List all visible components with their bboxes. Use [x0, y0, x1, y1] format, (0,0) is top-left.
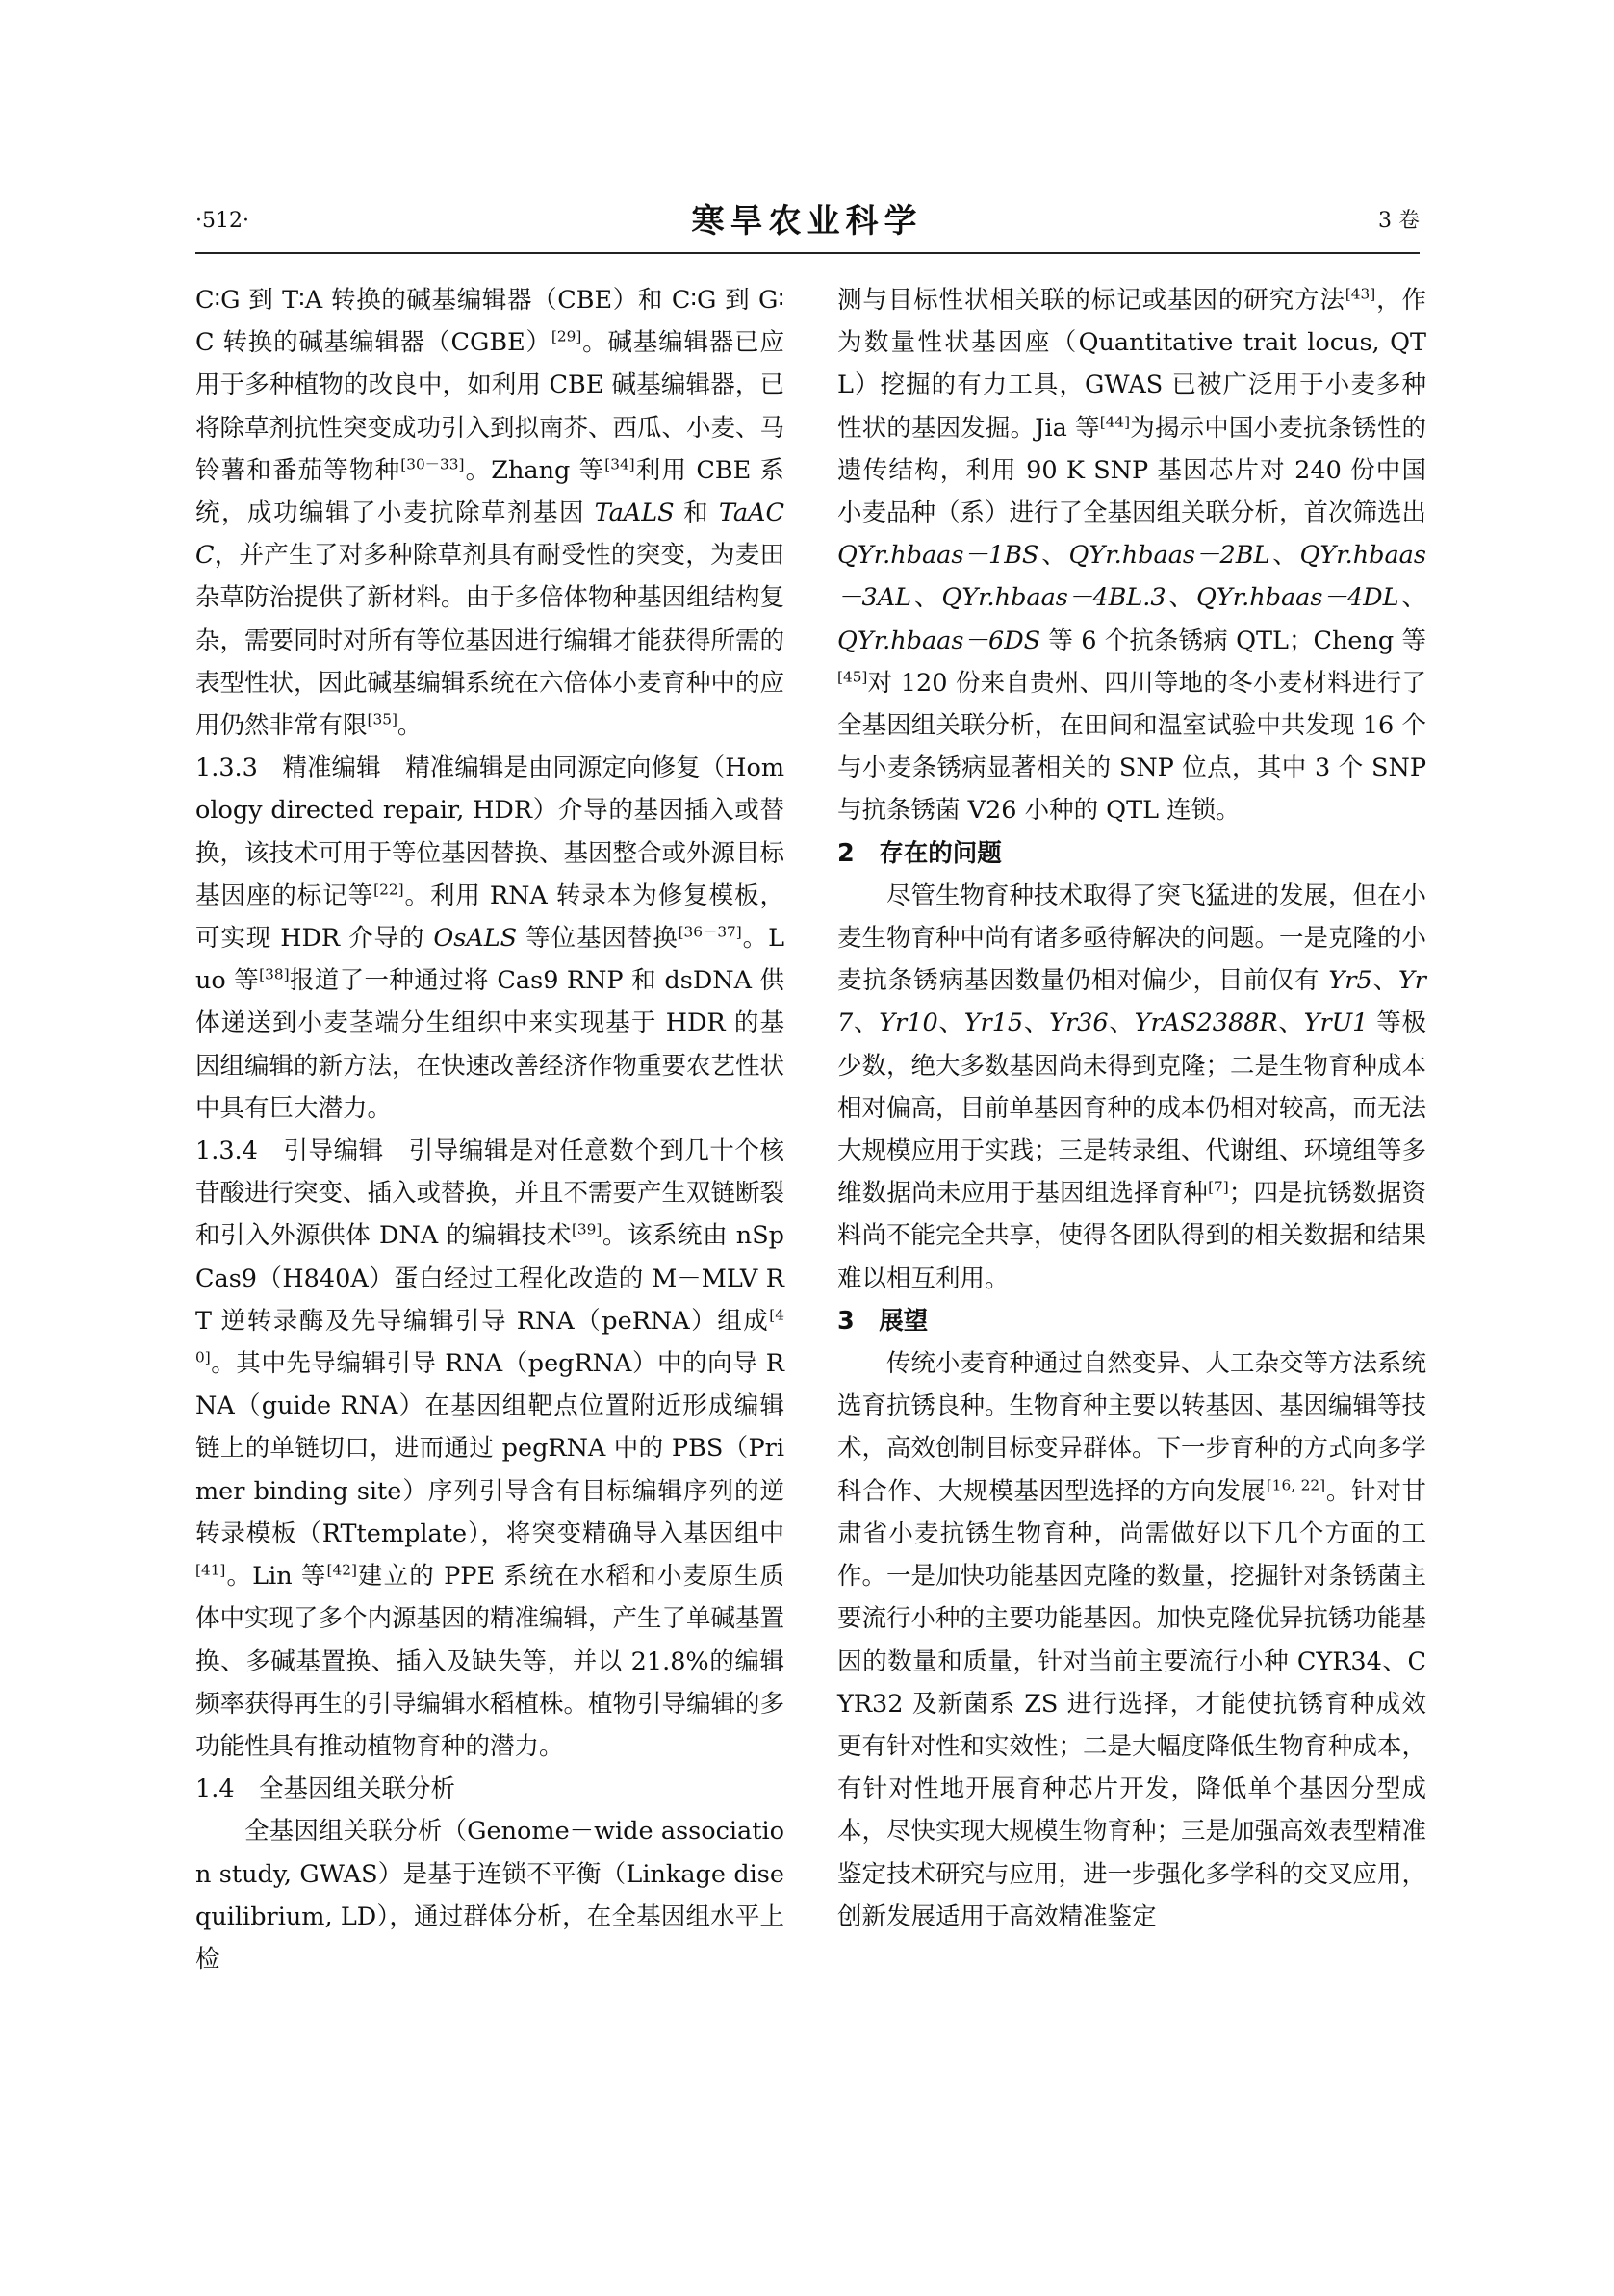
text-run: 。Zhang 等 [464, 455, 605, 485]
citation: [36－37] [678, 923, 742, 941]
text-run: 。Lin 等 [225, 1562, 327, 1592]
gene-name: Yr10 [879, 1008, 938, 1038]
text-run: 、 [937, 1008, 964, 1038]
text-run: 精准编辑是由同源定向修复（Homology directed repair, HDR）介导的基因插入或替换，该技术可用于等位基因替换、基因整合或外源目标基因座的标记等 [195, 753, 785, 910]
text-run: 等极少数，绝大多数基因尚未得到克隆；二是生物育种成本相对偏高，目前单基因育种的成本仍相对较高，而无法大规模应用于实践；三是转录组、代谢组、环境组等多维数据尚未应用于基因组选择育种 [837, 1008, 1427, 1209]
text-run: 利用 CBE 系统，成功编辑了小麦抗除草剂基因 [195, 455, 785, 528]
text-run: 报道了一种通过将 Cas9 RNP 和 dsDNA 供体递送到小麦茎端分生组织中来实现基于 HDR 的基因组编辑的新方法，在快速改善经济作物重要农艺性状中具有巨大潜力。 [195, 966, 785, 1123]
journal-title: 寒旱农业科学 [691, 202, 923, 241]
citation: [45] [837, 668, 868, 686]
text-run: 全基因组关联分析（Genome－wide association study, GWAS）是基于连锁不平衡（Linkage disequilibrium, LD），通过群体分析，在全基因组水平上检 [195, 1817, 784, 1974]
citation: [44] [1099, 413, 1131, 431]
text-run: C∶G 到 T∶A 转换的碱基编辑器（CBE）和 C∶G 到 G∶C 转换的碱基编辑器（CGBE） [195, 286, 784, 358]
citation: [35] [367, 710, 397, 728]
qtl-name: QYr.hbaas－4DL [1195, 583, 1399, 613]
gene-name: Yr15 [963, 1008, 1024, 1038]
citation: [41] [195, 1561, 226, 1579]
text-run: 、 [1371, 966, 1398, 996]
left-column [195, 279, 784, 1980]
text-run: 。该系统由 nSpCas9（H840A）蛋白经过工程化改造的 M－MLV RT 逆转录酶及先导编辑引导 RNA（peRNA）组成 [195, 1221, 784, 1336]
text-run: 、 [911, 583, 942, 613]
citation: [16, 22] [1266, 1476, 1326, 1494]
citation: [43] [1345, 285, 1376, 303]
gene-name: Yr36 [1049, 1008, 1109, 1038]
text-run: 。其中先导编辑引导 RNA（pegRNA）中的向导 RNA（guide RNA）在基因组靶点位置附近形成编辑链上的单链切口，进而通过 pegRNA 中的 PBS（Primer binding site）序列引导含有目标编辑序列的逆转录模板（RTtemplate），将突变精确导入基因组中 [195, 1349, 784, 1548]
text-run: 等位基因替换 [517, 924, 679, 954]
text-run: 和 [674, 498, 719, 528]
text-run: ，作为数量性状基因座（Quantitative trait locus, QTL）挖掘的有力工具，GWAS 已被广泛用于小麦多种性状的基因发掘。Jia 等 [837, 286, 1426, 443]
page-number: ·512· [195, 209, 249, 233]
text-run: 、 [1398, 583, 1426, 613]
qtl-name: QYr.hbaas－2BL [1068, 541, 1270, 571]
subsection-heading: 1.3.3 精准编辑 [195, 753, 406, 783]
citation: [34] [604, 455, 635, 473]
paragraph-outlook [837, 1342, 1426, 1938]
citation: [40] [195, 1306, 784, 1366]
text-run: 引导编辑是对任意数个到几十个核苷酸进行突变、插入或替换，并且不需要产生双链断裂和引入外源供体 DNA 的编辑技术 [195, 1136, 785, 1251]
citation: [39] [571, 1220, 602, 1238]
qtl-name: QYr.hbaas－4BL.3 [941, 583, 1166, 613]
citation: [42] [326, 1561, 357, 1579]
citation: [29] [551, 327, 582, 345]
text-run: 。Luo 等 [195, 924, 785, 996]
gene-name: Yr5 [1328, 966, 1372, 996]
gene-name: OsALS [433, 924, 518, 954]
text-run: 。利用 RNA 转录本为修复模板，可实现 HDR 介导的 [195, 880, 784, 954]
paragraph-precise-editing [195, 747, 784, 1130]
text-run: 、 [853, 1008, 880, 1038]
paragraph-problems [837, 875, 1426, 1300]
header-rule [195, 252, 1420, 254]
text-run: 建立的 PPE 系统在水稻和小麦原生质体中实现了多个内源基因的精准编辑，产生了单碱基置换、多碱基置换、插入及缺失等，并以 21.8%的编辑频率获得再生的引导编辑水稻植株。植物引导编辑的多功能性具有推动植物育种的潜力。 [195, 1562, 785, 1761]
text-run: 、 [1038, 541, 1069, 571]
qtl-name: QYr.hbaas－6DS [837, 625, 1041, 655]
paragraph-base-editing [195, 279, 784, 747]
citation: [7] [1208, 1178, 1229, 1196]
gene-name: TaACC [195, 498, 784, 571]
gene-name: YrU1 [1303, 1008, 1369, 1038]
citation: [22] [373, 880, 404, 899]
text-run: 对 120 份来自贵州、四川等地的冬小麦材料进行了全基因组关联分析，在田间和温室试验中共发现 16 个与小麦条锈病显著相关的 SNP 位点，其中 3 个 SNP 与抗条锈菌 V26 小种的 QTL 连锁。 [837, 668, 1426, 826]
section-heading-outlook: 3 展望 [837, 1306, 929, 1336]
gene-name: YrAS2388R [1134, 1008, 1278, 1038]
text-run: 尽管生物育种技术取得了突飞猛进的发展，但在小麦生物育种中尚有诸多亟待解决的问题。一是克隆的小麦抗条锈病基因数量仍相对偏少，目前仅有 [837, 880, 1427, 996]
text-run: 、 [1023, 1008, 1050, 1038]
right-column [837, 279, 1426, 1938]
text-run: ，并产生了对多种除草剂具有耐受性的突变，为麦田杂草防治提供了新材料。由于多倍体物种基因组结构复杂，需要同时对所有等位基因进行编辑才能获得所需的表型性状，因此碱基编辑系统在六倍体小麦育种中的应用仍然非常有限 [195, 541, 785, 741]
text-run: 测与目标性状相关联的标记或基因的研究方法 [837, 286, 1345, 315]
citation: [30－33] [400, 455, 465, 473]
text-run: 为揭示中国小麦抗条锈性的遗传结构，利用 90 K SNP 基因芯片对 240 份中国小麦品种（系）进行了全基因组关联分析，首次筛选出 [837, 413, 1427, 528]
text-run: 、 [1108, 1008, 1135, 1038]
paragraph-gwas [195, 1810, 784, 1980]
section-heading-problems: 2 存在的问题 [837, 838, 1002, 868]
gene-name: Yr7 [837, 966, 1426, 1038]
citation: [38] [259, 965, 290, 983]
section-heading-gwas: 1.4 全基因组关联分析 [195, 1774, 456, 1804]
gene-name: TaALS [594, 498, 675, 528]
text-run: 、 [1166, 583, 1196, 613]
subsection-heading: 1.3.4 引导编辑 [195, 1136, 409, 1166]
text-run: 。碱基编辑器已应用于多种植物的改良中，如利用 CBE 碱基编辑器，已将除草剂抗性突变成功引入到拟南芥、西瓜、小麦、马铃薯和番茄等物种 [195, 328, 785, 485]
volume-label: 3 卷 [1378, 209, 1420, 233]
paragraph-gwas-continued [837, 279, 1426, 832]
text-run: 、 [1277, 1008, 1304, 1038]
qtl-name: QYr.hbaas－3AL [837, 541, 1426, 613]
paragraph-prime-editing [195, 1130, 784, 1768]
text-run: 。针对甘肃省小麦抗锈生物育种，尚需做好以下几个方面的工作。一是加快功能基因克隆的数量，挖掘针对条锈菌主要流行小种的主要功能基因。加快克隆优异抗锈功能基因的数量和质量，针对当前主要流行小种 CYR34、CYR32 及新菌系 ZS 进行选择，才能使抗锈育种成效更有针对性和实效性；二是大幅度降低生物育种成本，有针对性地开展育种芯片开发，降低单个基因分型成本，尽快实现大规模生物育种；三是加强高效表型精准鉴定技术研究与应用，进一步强化多学科的交叉应用，创新发展适用于高效精准鉴定 [837, 1476, 1427, 1931]
text-run: 传统小麦育种通过自然变异、人工杂交等方法系统选育抗锈良种。生物育种主要以转基因、基因编辑等技术，高效创制目标变异群体。下一步育种的方式向多学科合作、大规模基因型选择的方向发展 [837, 1349, 1427, 1506]
text-run: 、 [1269, 541, 1300, 571]
qtl-name: QYr.hbaas－1BS [837, 541, 1039, 571]
text-run: 。 [397, 711, 423, 741]
text-run: 等 6 个抗条锈病 QTL；Cheng 等 [1040, 625, 1426, 655]
text-run: ；四是抗锈数据资料尚不能完全共享，使得各团队得到的相关数据和结果难以相互利用。 [837, 1179, 1427, 1293]
